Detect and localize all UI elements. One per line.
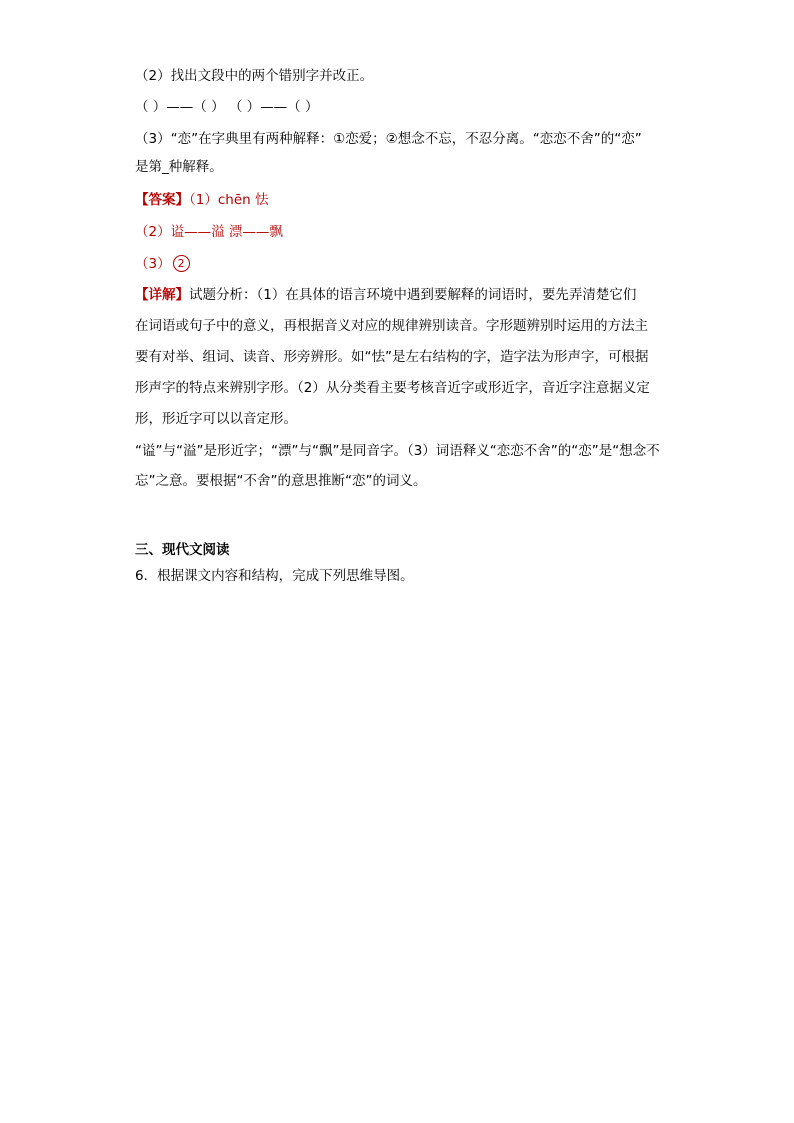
question-3-line-2: 是第_种解释。	[135, 159, 223, 175]
detail-line-4: 形声字的特点来辨别字形。（2）从分类看主要考核音近字或形近字，音近字注意据义定	[135, 380, 650, 396]
detail-line-5: 形，形近字可以以音定形。	[135, 411, 297, 427]
detail-line-7: 忘”之意。要根据“不舍”的意思推断“恋”的词义。	[135, 473, 427, 489]
detail-line-6: “谥”与“溢”是形近字；“漂”与“飘”是同音字。（3）词语释义“恋恋不舍”的“恋”是“想念不	[135, 443, 660, 459]
answer-line-1	[135, 190, 268, 210]
answer-1: （1）chēn 怯	[189, 192, 269, 208]
answer-2: （2）谥——溢 漂——飘	[135, 224, 283, 240]
question-2-prompt: （2）找出文段中的两个错别字并改正。	[135, 68, 374, 84]
answer-3-circled-mark: 2	[173, 255, 190, 272]
detail-label: 【详解】	[135, 287, 189, 303]
answer-label: 【答案】	[135, 192, 189, 208]
question-6-prompt: 6．根据课文内容和结构，完成下列思维导图。	[135, 568, 414, 584]
detail-line-2: 在词语或句子中的意义，再根据音义对应的规律辨别读音。字形题辨别时运用的方法主	[135, 318, 648, 334]
detail-line-1	[135, 285, 636, 305]
question-3-line-1: （3）“恋”在字典里有两种解释：①恋爱；②想念不忘，不忍分离。“恋恋不舍”的“恋”	[135, 131, 642, 147]
section-3-heading: 三、现代文阅读	[135, 542, 230, 558]
detail-line-3: 要有对举、组词、读音、形旁辨形。如“怯”是左右结构的字，造字法为形声字，可根据	[135, 349, 649, 365]
question-2-blanks: （ ）——（ ） （ ）——（ ）	[135, 99, 319, 115]
answer-3-prefix: （3）	[135, 256, 171, 272]
answer-line-3	[135, 254, 190, 274]
detail-text-1: 试题分析：（1）在具体的语言环境中遇到要解释的词语时，要先弄清楚它们	[189, 287, 637, 303]
